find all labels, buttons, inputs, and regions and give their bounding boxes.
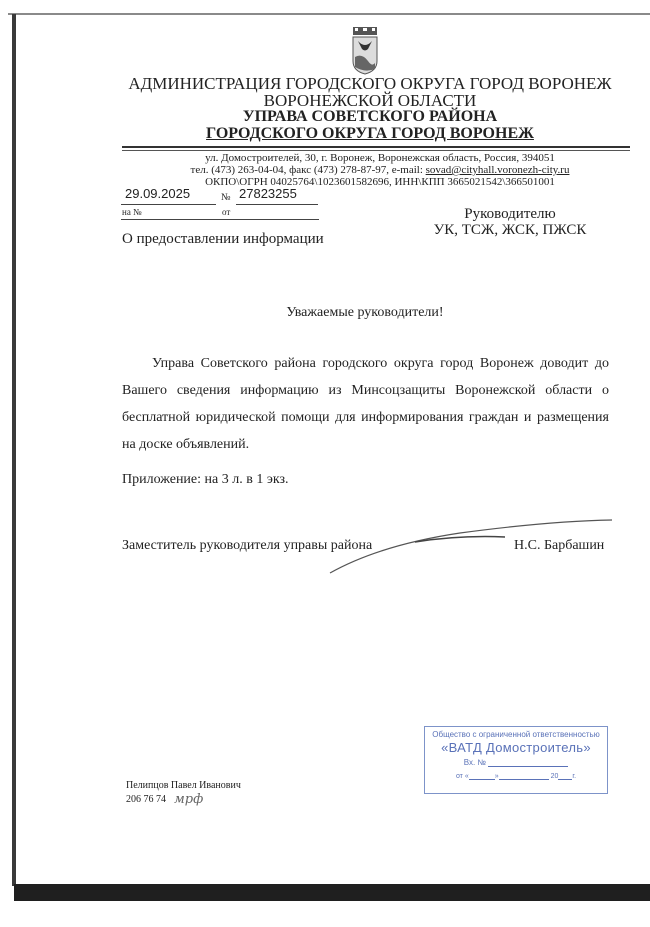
stamp-incoming-number (425, 758, 607, 767)
registration-date: 29.09.2025 (125, 186, 191, 201)
recipient-line-1: Руководителю (464, 206, 556, 222)
executor-name: Пелипцов Павел Иванович (126, 780, 241, 791)
signatory-role: Заместитель руководителя управы района (122, 538, 373, 553)
stamp-year-suffix: г. (572, 773, 577, 780)
incoming-registration-stamp (424, 726, 608, 794)
stamp-date-mid: » (494, 773, 499, 780)
stamp-date-line (425, 771, 607, 780)
reply-date-label: от (222, 207, 231, 217)
attachment-note: Приложение: на 3 л. в 1 экз. (122, 472, 289, 487)
greeting: Уважаемые руководители! (286, 305, 444, 320)
handwritten-initials: мрф (174, 792, 204, 807)
reply-to-label: на № (122, 207, 142, 217)
contact-phone-text: тел. (473) 263-04-04, факс (473) 278-87-97, e-mail: (190, 164, 426, 176)
recipient-line-2: УК, ТСЖ, ЖСК, ПЖСК (433, 222, 587, 238)
letterhead-rule (122, 146, 630, 148)
scan-edge-left (12, 14, 16, 886)
contact-phone (180, 164, 580, 176)
stamp-blank-day (469, 771, 495, 780)
letterhead-line-1: АДМИНИСТРАЦИЯ ГОРОДСКОГО ОКРУГА ГОРОД ВОРОНЕЖ (128, 74, 612, 93)
executor-phone: 206 76 74 (126, 794, 166, 805)
stamp-date-prefix: от « (455, 773, 469, 780)
letterhead-rule-thin (122, 150, 630, 151)
body-paragraph: Управа Советского района городского округа город Воронеж доводит до Вашего сведения информацию из Минсоцзащиты Воронежской области о бесплатной юридической помощи для информирования граждан и размещения на доске объявлений. (122, 356, 609, 452)
date-underline (121, 204, 216, 205)
contact-codes: ОКПО\ОГРН 04025764\1023601582696, ИНН\КПП 3665021542\366501001 (205, 176, 555, 188)
contact-address: ул. Домостроителей, 30, г. Воронеж, Воронежская область, Россия, 394051 (205, 152, 555, 164)
reply-underline (121, 219, 319, 220)
number-underline (236, 204, 318, 205)
scan-edge-top (8, 13, 650, 15)
subject: О предоставлении информации (122, 231, 324, 247)
letterhead-line-2: ВОРОНЕЖСКОЙ ОБЛАСТИ (263, 91, 477, 110)
contact-email-link[interactable]: sovad@cityhall.voronezh-city.ru (425, 164, 570, 176)
stamp-year-prefix: 20 (550, 773, 559, 780)
stamp-org-type: Общество с ограниченной ответственностью (432, 730, 600, 739)
signatory-name: Н.С. Барбашин (514, 538, 605, 553)
stamp-blank-year (558, 771, 572, 780)
letterhead-line-4: ГОРОДСКОГО ОКРУГА ГОРОД ВОРОНЕЖ (206, 125, 534, 142)
stamp-incoming-label: Вх. № (463, 758, 487, 767)
letterhead-line-3: УПРАВА СОВЕТСКОГО РАЙОНА (242, 108, 498, 125)
recipient (410, 206, 610, 238)
registration-number-sign: № (221, 192, 231, 203)
registration-number: 27823255 (239, 186, 297, 201)
stamp-blank-number (488, 758, 568, 767)
coat-of-arms-icon (350, 27, 380, 75)
stamp-org-name: «ВАТД Домостроитель» (441, 740, 591, 755)
stamp-blank-month (499, 771, 549, 780)
scan-edge-bottom (14, 884, 650, 901)
